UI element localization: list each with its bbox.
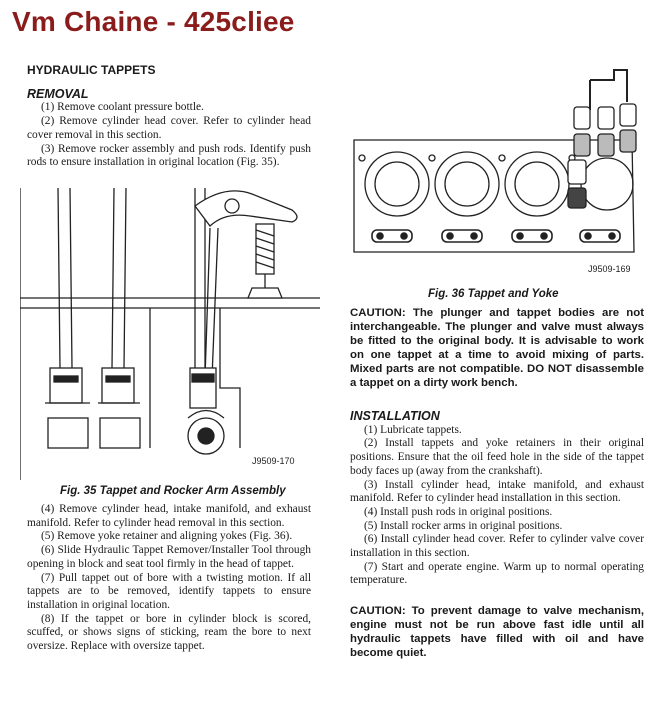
removal-step: (6) Slide Hydraulic Tappet Remover/Installer Tool through opening in block and seat tool firmly in the head of tappet. <box>27 544 311 570</box>
removal-heading: REMOVAL <box>27 86 89 101</box>
caution-valve-mechanism: CAUTION: To prevent damage to valve mechanism, engine must not be run above fast idle until all hydraulic tappets have filled with oil and have become quiet. <box>350 605 644 660</box>
removal-step: (8) If the tappet or bore in cylinder block is scored, scuffed, or shows signs of sticking, ream the bore to next oversize. Replace with oversize tappet. <box>27 612 311 653</box>
page-title: Vm Chaine - 425cliee <box>12 6 295 37</box>
removal-step: (1) Remove coolant pressure bottle. <box>41 101 204 114</box>
removal-step: (5) Remove yoke retainer and aligning yokes (Fig. 36). <box>41 530 293 543</box>
fig36-caption: Fig. 36 Tappet and Yoke <box>428 288 559 300</box>
fig36-id: J9509-169 <box>588 264 631 274</box>
removal-step: (2) Remove cylinder head cover. Refer to cylinder head cover removal in this section. <box>27 115 311 141</box>
installation-step: (7) Start and operate engine. Warm up to normal operating temperature. <box>350 560 644 587</box>
fig35-illustration <box>20 188 320 480</box>
installation-step: (5) Install rocker arms in original positions. <box>364 519 563 532</box>
installation-step: (2) Install tappets and yoke retainers in their original positions. Ensure that the oil feed hole in the side of the tappet body faces up (away from the crankshaft). <box>350 437 644 477</box>
installation-step: (6) Install cylinder head cover. Refer to cylinder valve cover installation in this section. <box>350 533 644 560</box>
fig35-caption: Fig. 35 Tappet and Rocker Arm Assembly <box>60 485 286 497</box>
installation-step: (4) Install push rods in original positions. <box>364 505 553 518</box>
right-text <box>350 306 644 660</box>
left-bottom-text <box>27 503 311 654</box>
installation-step: (3) Install cylinder head, intake manifold, and exhaust manifold. Refer to cylinder head installation in this section. <box>350 478 644 505</box>
removal-step: (3) Remove rocker assembly and push rods. Identify push rods to ensure installation in original location (Fig. 35). <box>27 142 311 169</box>
section-title: HYDRAULIC TAPPETS <box>27 63 156 77</box>
fig35-id: J9509-170 <box>252 456 295 466</box>
fig36-illustration <box>352 62 647 277</box>
removal-step: (7) Pull tappet out of bore with a twisting motion. If all tappets are to be removed, identify tappets to ensure installation in original location. <box>27 571 311 611</box>
left-top-text <box>27 64 311 170</box>
installation-heading: INSTALLATION <box>350 409 440 423</box>
caution-plunger: CAUTION: The plunger and tappet bodies are not interchangeable. The plunger and valve must always be fitted to the original body. It is advisable to work on one tappet at a time to avoid mixing of parts. Mixed parts are not compatible. DO NOT disassemble a tappet on a dirty work bench. <box>350 307 644 389</box>
removal-step: (4) Remove cylinder head, intake manifold, and exhaust manifold. Refer to cylinder head removal in this section. <box>27 503 311 529</box>
installation-step: (1) Lubricate tappets. <box>364 423 462 436</box>
